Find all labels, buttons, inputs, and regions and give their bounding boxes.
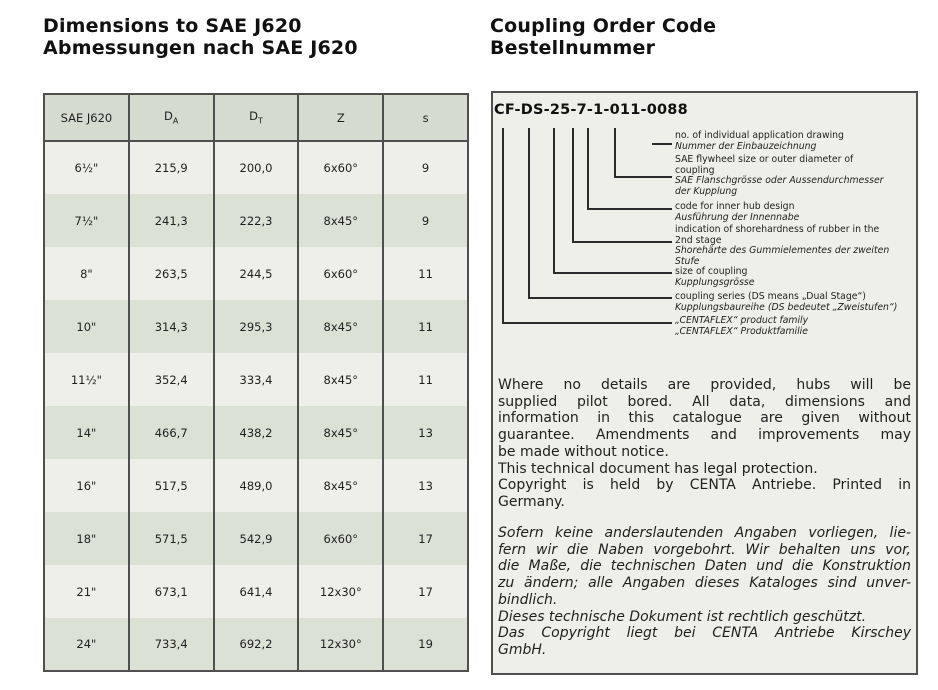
connector-horizontal-line (652, 143, 672, 145)
table-cell: 215,9 (129, 141, 214, 194)
table-cell: 571,5 (129, 512, 214, 565)
connector-vertical-line (502, 128, 504, 324)
order-code-label-line-en: coupling (675, 164, 715, 176)
table-cell: 8x45° (298, 353, 383, 406)
table-row (44, 565, 468, 618)
table-cell: 11 (383, 300, 468, 353)
table-cell: 17 (383, 565, 468, 618)
table-cell: 542,9 (214, 512, 299, 565)
sae-j620-dimensions-table (43, 93, 469, 672)
disclaimer-line: Dieses technische Dokument ist rechtlich geschützt. (498, 608, 867, 625)
table-row (44, 353, 468, 406)
table-row (44, 194, 468, 247)
order-code-label-line-en: 2nd stage (675, 234, 722, 246)
table-cell: 8" (44, 247, 129, 300)
table-cell: 641,4 (214, 565, 299, 618)
table-cell: 6x60° (298, 247, 383, 300)
order-code-label-line-en: code for inner hub design (675, 201, 795, 212)
disclaimer-line: zu ändern; alle Angaben dieses Kataloges sind unver- (498, 575, 911, 592)
table-cell: 13 (383, 406, 468, 459)
table-header-cell: $D_A$ (129, 94, 214, 141)
order-code-label (675, 155, 884, 197)
table-cell: 263,5 (129, 247, 214, 300)
table-cell: 6x60° (298, 141, 383, 194)
order-code-label (675, 316, 808, 337)
order-code-label-line-de: Kupplungsgrösse (675, 276, 755, 288)
disclaimer-line: fern wir die Naben vorgebohrt. Wir behalten uns vor, (498, 541, 911, 558)
page-title-order-code (490, 16, 716, 59)
disclaimer-line: This technical document has legal protection. (498, 460, 818, 477)
table-row (44, 406, 468, 459)
order-code-label-line-de: Nummer der Einbauzeichnung (675, 140, 817, 152)
order-code-label-line-de: „CENTAFLEX“ product family (675, 315, 809, 326)
disclaimer-line: Copyright is held by CENTA Antriebe. Printed in (498, 477, 911, 494)
table-cell: 21" (44, 565, 129, 618)
order-code-label-line-en: size of coupling (675, 266, 748, 277)
table-header-cell: Z (298, 94, 383, 141)
table-header-cell: $D_T$ (214, 94, 299, 141)
order-code-label-line-en: no. of individual application drawing (675, 130, 844, 141)
table-cell: 244,5 (214, 247, 299, 300)
order-code-label-line-de: Kupplungsbaureihe (DS bedeutet „Zweistufen“) (675, 301, 898, 313)
disclaimer-german (493, 525, 914, 659)
table-cell: 7½" (44, 194, 129, 247)
order-code-label-line-de: SAE Flanschgrösse oder Aussendurchmesser (675, 175, 884, 186)
table-cell: 8x45° (298, 300, 383, 353)
connector-vertical-line (553, 128, 555, 274)
table-header-row (44, 94, 468, 141)
disclaimer-line: die Maße, die technischen Daten und die Konstruktion (498, 558, 911, 575)
order-code-label-line-de: Shorehärte des Gummielementes der zweiten (675, 245, 890, 256)
table-cell: 733,4 (129, 618, 214, 671)
table-cell: 11 (383, 247, 468, 300)
order-code-label (675, 225, 889, 267)
table-cell: 14" (44, 406, 129, 459)
table-cell: 6x60° (298, 512, 383, 565)
table-cell: 11½" (44, 353, 129, 406)
order-code-label (675, 202, 799, 223)
table-cell: 8x45° (298, 194, 383, 247)
table-cell: 489,0 (214, 459, 299, 512)
table-cell: 11 (383, 353, 468, 406)
disclaimer-line: GmbH. (498, 641, 547, 658)
table-row (44, 512, 468, 565)
order-code-label-line-de: der Kupplung (675, 185, 738, 197)
disclaimer-line: be made without notice. (498, 443, 669, 460)
page-title-order-code-en: Coupling Order Code (490, 15, 717, 37)
table-cell: 24" (44, 618, 129, 671)
table-cell: 19 (383, 618, 468, 671)
disclaimer-english (493, 377, 914, 511)
table-header-cell: s (383, 94, 468, 141)
table-cell: 17 (383, 512, 468, 565)
page-title-order-code-de: Bestellnummer (490, 36, 656, 59)
table-cell: 200,0 (214, 141, 299, 194)
disclaimer-line: Das Copyright liegt bei CENTA Antriebe Kirschey (498, 625, 911, 642)
table-cell: 352,4 (129, 353, 214, 406)
table-cell: 12x30° (298, 618, 383, 671)
table-row (44, 618, 468, 671)
disclaimer-line: Where no details are provided, hubs will be (498, 377, 911, 393)
disclaimer-line: supplied pilot bored. All data, dimensions and (498, 393, 911, 410)
table-cell: 466,7 (129, 406, 214, 459)
order-code-label (675, 292, 897, 313)
table-cell: 18" (44, 512, 129, 565)
order-code-label-line-de: Ausführung der Innennabe (675, 211, 800, 223)
table-cell: 517,5 (129, 459, 214, 512)
connector-vertical-line (587, 128, 589, 210)
order-code-box (491, 91, 918, 675)
connector-vertical-line (572, 128, 574, 243)
connector-horizontal-line (528, 297, 672, 299)
order-code-label-line-de: „CENTAFLEX“ Produktfamilie (675, 325, 808, 337)
connector-vertical-line (614, 128, 616, 178)
connector-horizontal-line (614, 176, 672, 178)
disclaimer-line: information in this catalogue are given without (498, 410, 911, 427)
table-cell: 222,3 (214, 194, 299, 247)
order-code-value: CF-DS-25-7-1-011-0088 (494, 102, 688, 118)
table-cell: 8x45° (298, 406, 383, 459)
table-cell: 241,3 (129, 194, 214, 247)
table-row (44, 141, 468, 194)
connector-horizontal-line (502, 322, 672, 324)
order-code-label-line-en: indication of shorehardness of rubber in the (675, 224, 880, 235)
disclaimer-line: Sofern keine anderslautenden Angaben vorliegen, lie- (498, 525, 911, 541)
table-cell: 9 (383, 141, 468, 194)
table-row (44, 300, 468, 353)
order-code-label-line-en: coupling series (DS means „Dual Stage“) (675, 291, 866, 302)
table-cell: 16" (44, 459, 129, 512)
connector-horizontal-line (553, 272, 672, 274)
table-cell: 692,2 (214, 618, 299, 671)
table-cell: 13 (383, 459, 468, 512)
connector-vertical-line (528, 128, 530, 299)
table-cell: 314,3 (129, 300, 214, 353)
table-cell: 8x45° (298, 459, 383, 512)
disclaimer-line: guarantee. Amendments and improvements may (498, 427, 911, 444)
page-title-dimensions (43, 16, 358, 59)
table-cell: 438,2 (214, 406, 299, 459)
table-row (44, 459, 468, 512)
disclaimer-line: Germany. (498, 493, 565, 510)
disclaimer-line: bindlich. (498, 591, 558, 608)
table-cell: 295,3 (214, 300, 299, 353)
table-cell: 9 (383, 194, 468, 247)
table-cell: 12x30° (298, 565, 383, 618)
page-title-dimensions-en: Dimensions to SAE J620 (43, 15, 302, 37)
table-cell: 10" (44, 300, 129, 353)
page-title-dimensions-de: Abmessungen nach SAE J620 (43, 36, 358, 59)
table-header-cell: SAE J620 (44, 94, 129, 141)
connector-horizontal-line (572, 241, 672, 243)
connector-horizontal-line (587, 208, 672, 210)
order-code-label-line-de: Stufe (675, 255, 700, 267)
table-cell: 6½" (44, 141, 129, 194)
order-code-label (675, 131, 844, 152)
table-cell: 333,4 (214, 353, 299, 406)
order-code-label (675, 267, 754, 288)
table-cell: 673,1 (129, 565, 214, 618)
table-row (44, 247, 468, 300)
order-code-label-line-en: SAE flywheel size or outer diameter of (675, 154, 854, 165)
